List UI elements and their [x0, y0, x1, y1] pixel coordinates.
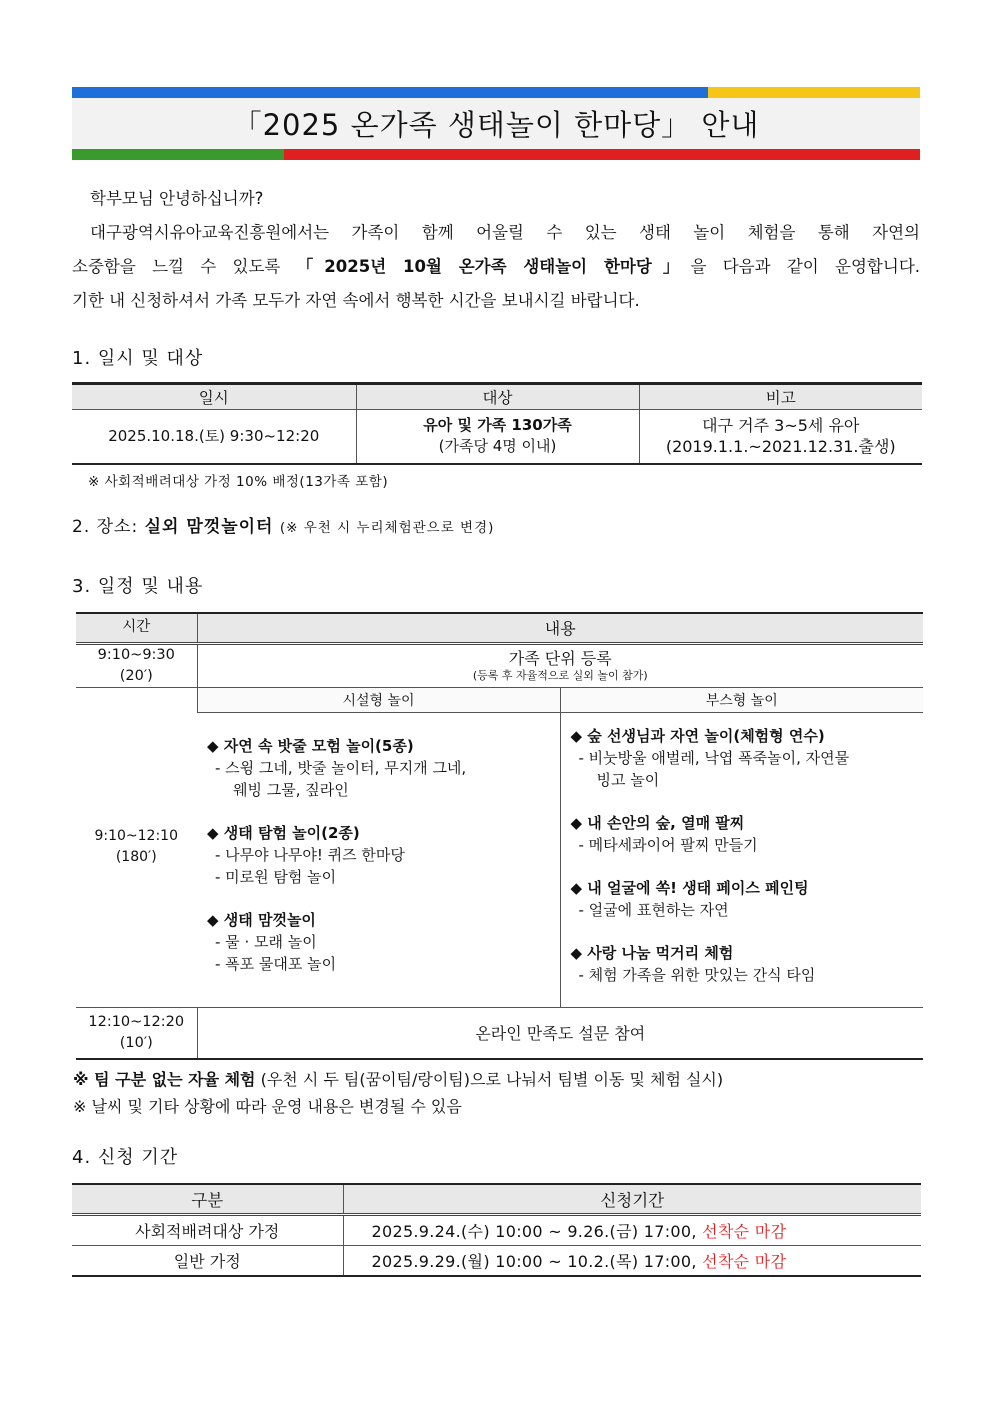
program-head: ◆ 내 얼굴에 쏙! 생태 페이스 페인팅 — [570, 878, 809, 897]
subheader-facility: 시설형 놀이 — [197, 687, 560, 712]
subheader-booth: 부스형 놀이 — [560, 687, 923, 712]
category-cell: 사회적배려대상 가정 — [72, 1214, 343, 1245]
header-period: 신청기간 — [343, 1184, 921, 1214]
note-main: 대구 거주 3~5세 유아 — [702, 416, 860, 436]
registration-cell — [197, 643, 923, 687]
program-line: - 스윙 그네, 밧줄 놀이터, 무지개 그네, — [215, 758, 467, 777]
program-line: - 물 · 모래 놀이 — [215, 932, 317, 951]
row1-duration: (20′) — [119, 667, 153, 684]
list-item — [571, 942, 924, 986]
team-note-bold: ※ 팀 구분 없는 자율 체험 — [73, 1070, 256, 1089]
deadline-text: 선착순 마감 — [702, 1221, 787, 1241]
title-bar-green — [72, 149, 284, 160]
title-band — [72, 98, 920, 149]
registration-sub: (등록 후 자율적으로 실외 놀이 참가) — [472, 668, 648, 682]
list-item — [571, 725, 924, 791]
period-cell — [343, 1214, 921, 1245]
place-label: 2. 장소: — [72, 517, 145, 537]
title-bar-yellow — [708, 87, 920, 98]
row3-time: 12:10~12:20 — [88, 1013, 185, 1030]
program-head: ◆ 숲 선생님과 자연 놀이(체험형 연수) — [570, 726, 825, 745]
title-bar-blue — [72, 87, 708, 98]
target-cell — [356, 410, 639, 464]
note-cell — [639, 410, 922, 464]
list-item — [207, 909, 560, 975]
row2-duration: (180′) — [115, 849, 157, 865]
header-time: 시간 — [76, 613, 197, 643]
period-cell — [343, 1245, 921, 1276]
program-head: ◆ 자연 속 밧줄 모험 놀이(5종) — [207, 736, 414, 755]
category-cell: 일반 가정 — [173, 1251, 241, 1271]
place-name: 실외 맘껏놀이터 — [144, 517, 274, 537]
program-line: - 미로원 탐험 놀이 — [215, 867, 337, 886]
survey-cell: 온라인 만족도 설문 참여 — [197, 1007, 923, 1059]
schedule-target-table — [72, 382, 922, 465]
program-head: ◆ 사랑 나눔 먹거리 체험 — [570, 943, 734, 962]
table-row — [72, 1214, 921, 1245]
header-content: 내용 — [197, 613, 923, 643]
page-title: 「2025 온가족 생태놀이 한마당」 안내 — [232, 108, 760, 142]
program-table — [76, 612, 923, 1060]
program-line: - 비눗방울 애벌레, 낙엽 폭죽놀이, 자연물 — [578, 748, 850, 767]
period-text: 2025.9.29.(월) 10:00 ~ 10.2.(목) 17:00, — [371, 1251, 703, 1271]
section-1-heading: 1. 일시 및 대상 — [72, 348, 204, 369]
place-rain-note: (※ 우천 시 누리체험관으로 변경) — [279, 520, 495, 536]
program-line: 웨빙 그물, 짚라인 — [233, 780, 349, 799]
row3-duration: (10′) — [119, 1034, 153, 1051]
row2-time: 9:10~12:10 — [94, 828, 178, 844]
row1-time-cell — [76, 643, 197, 687]
target-sub: (가족당 4명 이내) — [438, 437, 557, 456]
header-note: 비고 — [639, 384, 922, 410]
program-line: - 폭포 물대포 놀이 — [215, 954, 337, 973]
intro-line-2 — [72, 250, 920, 284]
registration-main: 가족 단위 등록 — [508, 648, 612, 668]
facility-programs — [197, 712, 560, 1007]
weather-note: ※ 날씨 및 기타 상황에 따라 운영 내용은 변경될 수 있음 — [73, 1097, 462, 1116]
team-note-rest: (우천 시 두 팀(꿈이팀/랑이팀)으로 나눠서 팀별 이동 및 체험 실시) — [255, 1070, 724, 1089]
row1-time: 9:10~9:30 — [97, 646, 175, 663]
note-sub: (2019.1.1.~2021.12.31.출생) — [665, 437, 896, 457]
row3-time-cell — [76, 1007, 197, 1059]
title-bar-red — [284, 149, 920, 160]
event-date: 2025.10.18.(토) 9:30~12:20 — [72, 410, 356, 464]
intro-line-3: 기한 내 신청하셔서 가족 모두가 자연 속에서 행복한 시간을 보내시길 바랍니다. — [72, 291, 640, 310]
program-head: ◆ 생태 맘껏놀이 — [207, 910, 316, 929]
section-3-heading: 3. 일정 및 내용 — [72, 576, 204, 597]
list-item — [571, 877, 924, 921]
row2-time-cell — [76, 687, 197, 1007]
booth-programs — [560, 712, 923, 1007]
program-line: - 체험 가족을 위한 맛있는 간식 타임 — [578, 965, 816, 984]
list-item — [207, 735, 560, 801]
deadline-text: 선착순 마감 — [702, 1251, 787, 1271]
team-note — [73, 1066, 723, 1093]
program-line: - 얼굴에 표현하는 자연 — [578, 900, 729, 919]
section-2-place — [72, 512, 494, 537]
quota-footnote: ※ 사회적배려대상 가정 10% 배정(13가족 포함) — [88, 474, 389, 490]
program-head: ◆ 내 손안의 숲, 열매 팔찌 — [570, 813, 745, 832]
intro-line-2-pre: 소중함을 느낄 수 있도록 — [72, 257, 297, 276]
period-text: 2025.9.24.(수) 10:00 ~ 9.26.(금) 17:00, — [371, 1221, 703, 1241]
program-line: 빙고 놀이 — [596, 770, 660, 789]
intro-line-1: 대구광역시유아교육진흥원에서는 가족이 함께 어울릴 수 있는 생태 놀이 체험을 통해 자연의 — [90, 223, 920, 242]
header-target: 대상 — [356, 384, 639, 410]
program-line: - 메타세콰이어 팔찌 만들기 — [578, 835, 758, 854]
event-name: 「2025년 10월 온가족 생태놀이 한마당」 — [296, 257, 691, 276]
target-main: 유아 및 가족 130가족 — [423, 416, 572, 435]
intro-paragraph — [72, 182, 920, 318]
table-row — [72, 1245, 921, 1276]
section-4-heading: 4. 신청 기간 — [72, 1147, 179, 1168]
list-item — [571, 812, 924, 856]
program-line: - 나무야 나무야! 퀴즈 한마당 — [215, 845, 405, 864]
program-head: ◆ 생태 탐험 놀이(2종) — [207, 823, 360, 842]
header-category: 구분 — [72, 1184, 343, 1214]
intro-line-2-post: 을 다음과 같이 운영합니다. — [690, 257, 920, 276]
application-period-table — [72, 1183, 921, 1277]
program-notes — [73, 1066, 723, 1120]
header-date: 일시 — [72, 384, 356, 410]
title-banner — [72, 87, 920, 161]
list-item — [207, 822, 560, 888]
intro-greeting: 학부모님 안녕하십니까? — [90, 189, 264, 208]
